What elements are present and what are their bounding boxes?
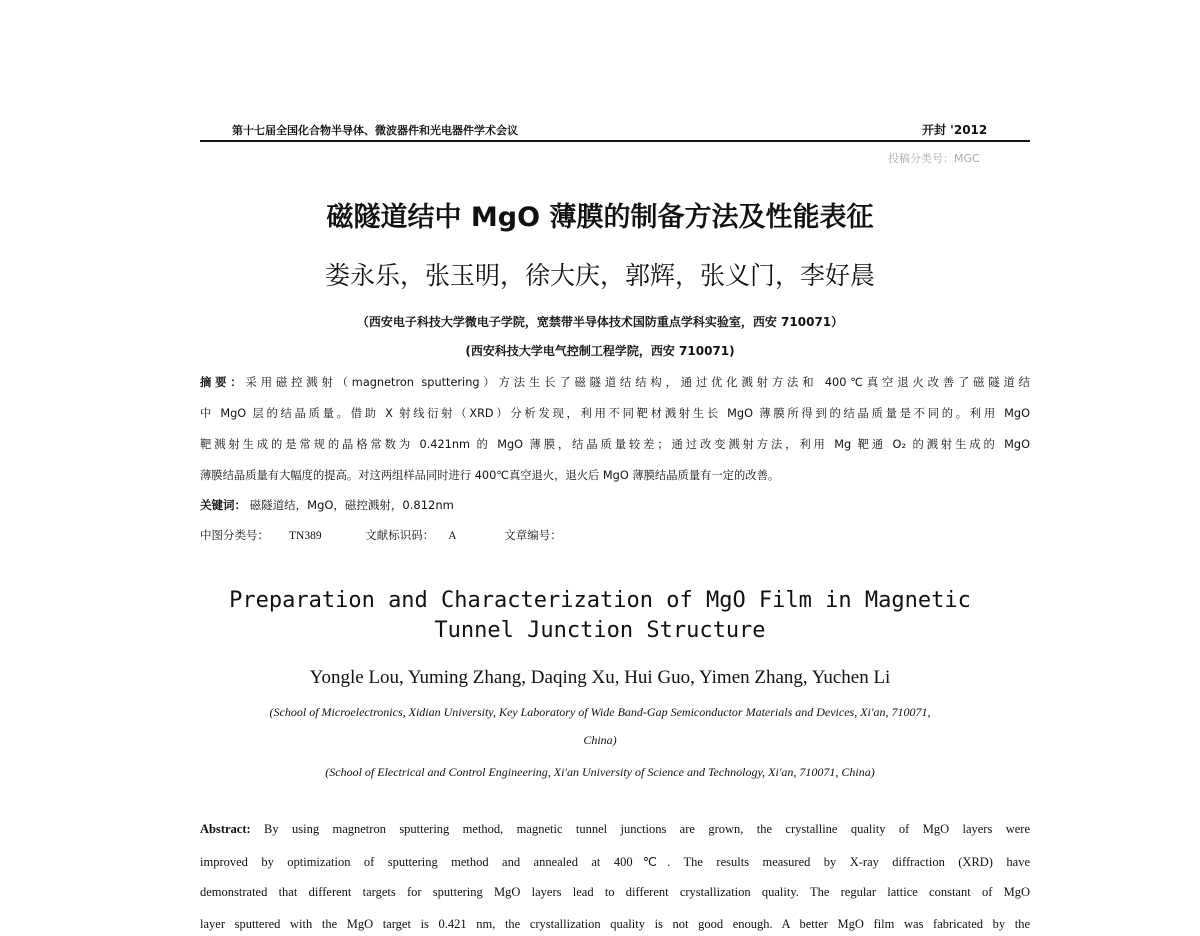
en-title-line-1: Preparation and Characterization of MgO Film in Magnetic [229,588,971,613]
abstract-label: 摘要： [200,376,246,389]
cn-classification: 中图分类号： TN389 文献标识码： A 文章编号： [200,528,562,542]
en-title-line-2: Tunnel Junction Structure [434,618,766,643]
cn-keywords: 关键词： 磁隧道结，MgO，磁控溅射，0.812nm [200,498,454,512]
place-year: 开封 '2012 [922,123,988,137]
category-code: 投稿分类号：MGC [888,152,980,165]
en-affiliation-1-cont: China) [583,733,617,747]
abstract-label-en: Abstract: [200,822,251,836]
cn-affiliation-1: （西安电子科技大学微电子学院，宽禁带半导体技术国防重点学科实验室，西安 710071） [356,315,844,329]
conference-header: 第十七届全国化合物半导体、微波器件和光电器件学术会议 [232,124,518,137]
header-rule [200,140,1030,142]
cn-authors: 娄永乐，张玉明，徐大庆，郭辉，张义门，李好晨 [324,261,875,290]
en-affiliation-1: (School of Microelectronics, Xidian University, Key Laboratory of Wide Band-Gap Semiconductor Materials and Devices, Xi'an, 710071, [269,705,931,719]
en-authors: Yongle Lou, Yuming Zhang, Daqing Xu, Hui Guo, Yimen Zhang, Yuchen Li [309,667,891,688]
cn-affiliation-2: (西安科技大学电气控制工程学院，西安 710071) [465,344,735,358]
cn-title: 磁隧道结中 MgO 薄膜的制备方法及性能表征 [326,202,874,233]
en-affiliation-2: (School of Electrical and Control Engineering, Xi'an University of Science and Technology, Xi'an, 710071, China) [325,765,875,779]
